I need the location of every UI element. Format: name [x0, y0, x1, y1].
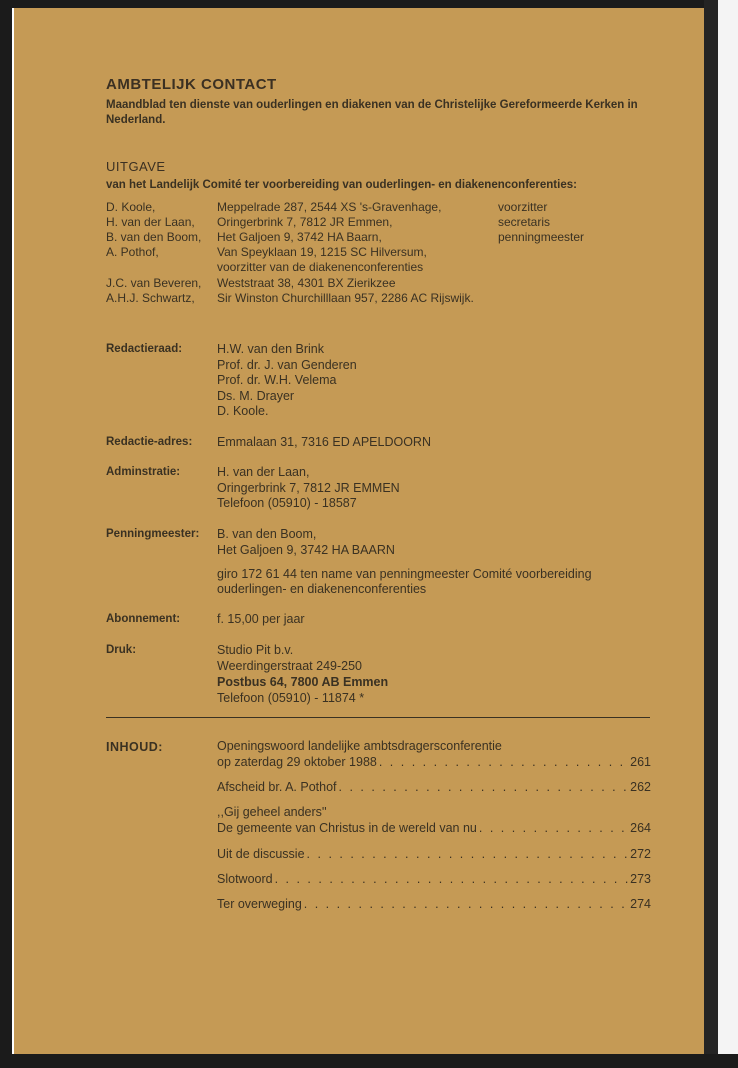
giro-line: giro 172 61 44 ten name van penningmeester Comité voorbereiding — [217, 567, 592, 581]
toc-entry-title: op zaterdag 29 oktober 1988 — [217, 754, 377, 769]
toc-entry — [217, 847, 651, 863]
member-role: voorzitter — [498, 200, 548, 214]
administratie-line: H. van der Laan, — [217, 465, 310, 479]
toc-page-number: 264 — [630, 820, 651, 835]
divider-rule — [106, 717, 650, 718]
toc-entry — [217, 780, 651, 796]
member-address: Sir Winston Churchilllaan 957, 2286 AC Rijswijk. — [217, 291, 474, 305]
redactieraad-member: D. Koole. — [217, 404, 269, 418]
redactie-adres-label: Redactie-adres: — [106, 436, 193, 448]
member-name: J.C. van Beveren, — [106, 276, 202, 290]
member-address: Weststraat 38, 4301 BX Zierikzee — [217, 276, 396, 290]
penningmeester-line: Het Galjoen 9, 3742 HA BAARN — [217, 543, 395, 557]
uitgave-subheading: van het Landelijk Comité ter voorbereiding van ouderlingen- en diakenenconferenties: — [106, 179, 577, 191]
redactie-adres-value: Emmalaan 31, 7316 ED APELDOORN — [217, 435, 431, 449]
magazine-subtitle: Maandblad ten dienste van ouderlingen en diakenen van de Christelijke Gereformeerde Kerken in Nederland. — [106, 99, 638, 126]
toc-page-number: 261 — [630, 754, 651, 769]
toc-entry-title-line: ,,Gij geheel anders'' — [217, 805, 327, 819]
toc-leader-dots — [339, 780, 629, 796]
toc-entry-title: Uit de discussie — [217, 847, 305, 861]
member-address: Het Galjoen 9, 3742 HA Baarn, — [217, 230, 382, 244]
redactieraad-label: Redactieraad: — [106, 343, 183, 355]
toc-entry — [217, 872, 651, 888]
member-address: Van Speyklaan 19, 1215 SC Hilversum, — [217, 245, 427, 259]
druk-line: Studio Pit b.v. — [217, 643, 294, 657]
toc-entry-title: De gemeente van Christus in de wereld van nu — [217, 820, 477, 835]
member-name: A.H.J. Schwartz, — [106, 291, 195, 305]
administratie-label: Adminstratie: — [106, 466, 181, 478]
penningmeester-line: B. van den Boom, — [217, 527, 317, 541]
redactieraad-member: Ds. M. Drayer — [217, 389, 295, 403]
administratie-line: Oringerbrink 7, 7812 JR EMMEN — [217, 481, 400, 495]
toc-entry-title: Afscheid br. A. Pothof — [217, 780, 337, 794]
toc-entry — [217, 897, 651, 913]
druk-phone: Telefoon (05910) - 11874 * — [217, 691, 365, 705]
toc-page-number: 272 — [630, 847, 651, 861]
member-address: Oringerbrink 7, 7812 JR Emmen, — [217, 215, 393, 229]
druk-line: Weerdingerstraat 249-250 — [217, 659, 362, 673]
member-address: Meppelrade 287, 2544 XS 's-Gravenhage, — [217, 200, 442, 214]
redactieraad-member: Prof. dr. W.H. Velema — [217, 373, 337, 387]
toc-page-number: 273 — [630, 872, 651, 886]
redactieraad-member: H.W. van den Brink — [217, 342, 324, 356]
penningmeester-label: Penningmeester: — [106, 528, 200, 540]
toc-entry — [217, 805, 651, 836]
scan-border-bottom — [12, 1054, 738, 1068]
toc-page-number: 274 — [630, 897, 651, 911]
administratie-line: Telefoon (05910) - 18587 — [217, 496, 357, 510]
abonnement-label: Abonnement: — [106, 613, 181, 625]
toc-leader-dots — [379, 755, 628, 771]
colophon-page — [14, 8, 704, 1054]
scan-border-top — [0, 0, 738, 8]
member-name: A. Pothof, — [106, 245, 159, 259]
toc-leader-dots — [479, 821, 628, 837]
toc-entry-title-line: Openingswoord landelijke ambtsdragersconferentie — [217, 739, 502, 753]
druk-postbus: Postbus 64, 7800 AB Emmen — [217, 675, 389, 689]
member-address: voorzitter van de diakenenconferenties — [217, 260, 424, 274]
scan-border-right-shadow — [704, 0, 718, 1068]
toc-leader-dots — [275, 872, 629, 888]
scan-border-left — [0, 0, 12, 1068]
toc-page-number: 262 — [630, 780, 651, 794]
member-name: B. van den Boom, — [106, 230, 202, 244]
toc-leader-dots — [304, 897, 628, 913]
toc-entry-title: Ter overweging — [217, 897, 302, 911]
member-role: penningmeester — [498, 230, 585, 244]
giro-line: ouderlingen- en diakenenconferenties — [217, 582, 427, 596]
inhoud-label: INHOUD: — [106, 740, 163, 754]
uitgave-heading: UITGAVE — [106, 159, 166, 174]
redactieraad-member: Prof. dr. J. van Genderen — [217, 358, 357, 372]
druk-label: Druk: — [106, 644, 137, 656]
toc-leader-dots — [307, 847, 629, 863]
member-name: H. van der Laan, — [106, 215, 195, 229]
magazine-title: AMBTELIJK CONTACT — [106, 76, 277, 93]
member-role: secretaris — [498, 215, 551, 229]
toc-entry-title: Slotwoord — [217, 872, 273, 886]
abonnement-value: f. 15,00 per jaar — [217, 612, 305, 626]
toc-entry — [217, 739, 651, 770]
member-name: D. Koole, — [106, 200, 156, 214]
